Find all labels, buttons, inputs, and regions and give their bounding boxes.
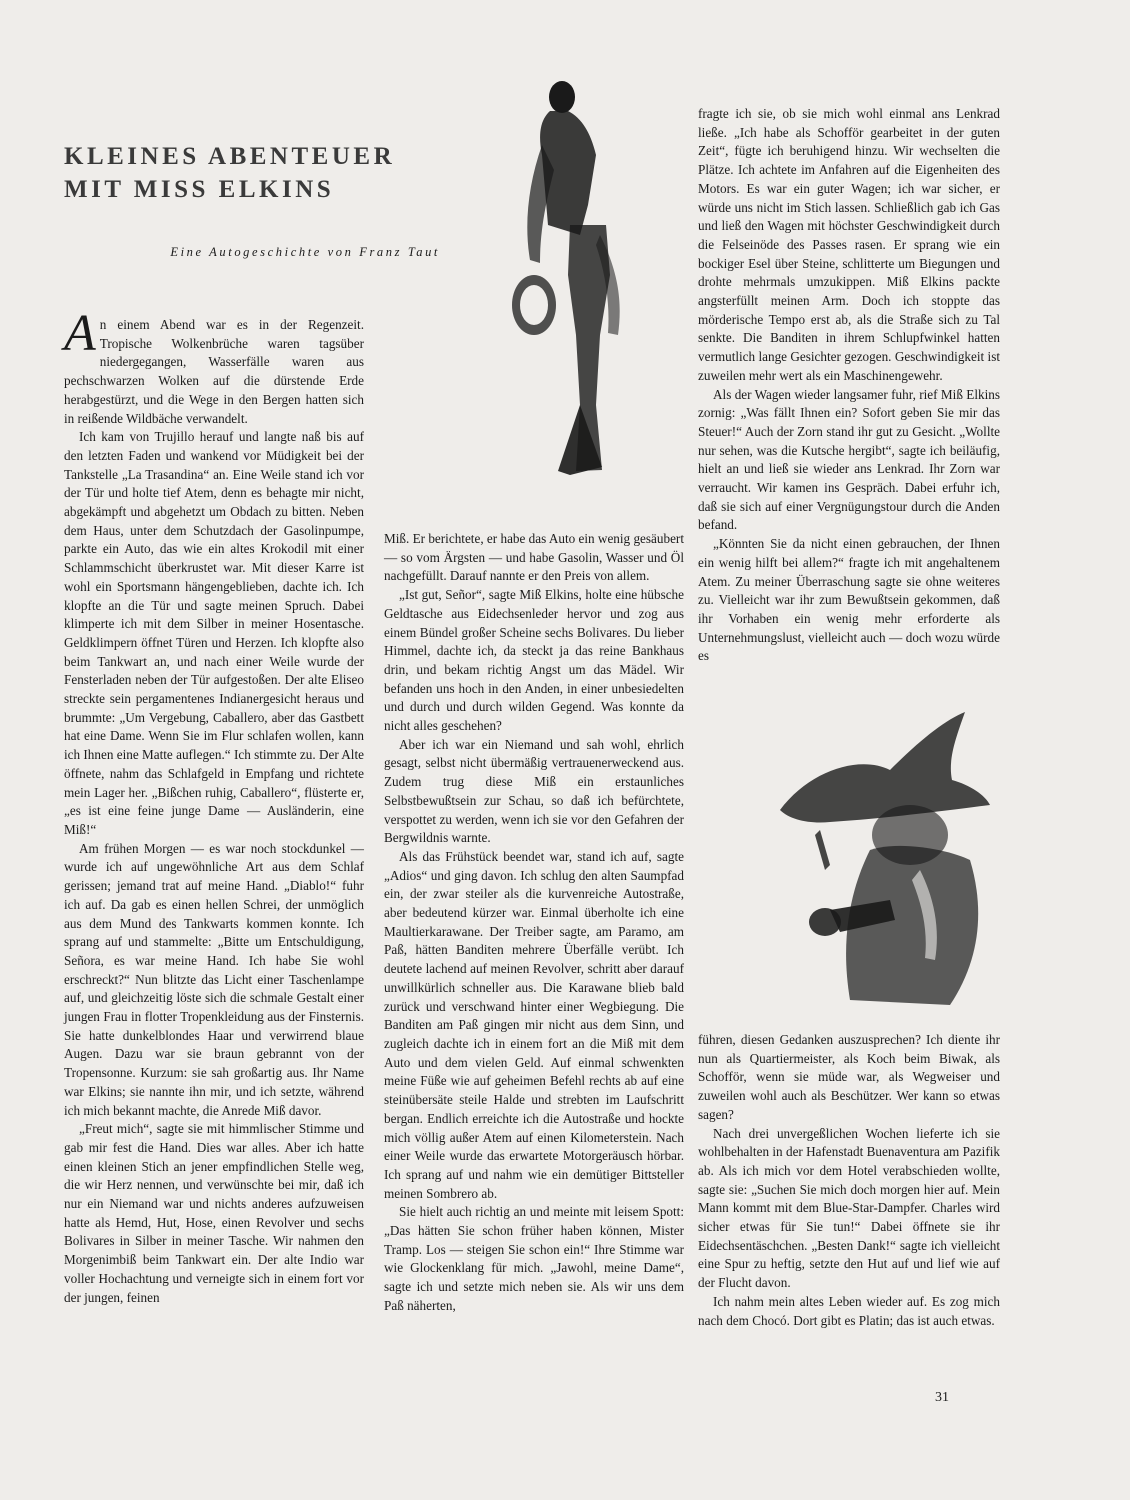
article-paragraph: Ich kam von Trujillo herauf und langte naß bis auf den letzten Faden und wankend vor Müdigkeit bei der Tankstelle „La Trasandina“ an. Eine Weile stand ich vor der Tür und holte tief Atem, denn es behagte mir nicht, abgekämpft und abgehetzt um Obdach zu bitten. Neben dem Haus, unter dem Schutzdach der Gasolinpumpe, parkte ein Auto, das wie ein altes Krokodil mit einer Schlammschicht überkrustet war. Mit dieser Karre ist wohl ein Sportsmann hängengeblieben, dachte ich. Ich klopfte an die Tür und sagte meinen Spruch. Dabei klimperte ich mit dem Silber in meiner Hosentasche. Geldklimpern öffnet Türen und Herzen. Ich klopfte also beim Tankwart an, und nach einer Weile wurde der Fensterladen neben der Tür aufgestoßen. Der alte Eliseo streckte sein pergamentenes Indianergesicht heraus und brummte: „Um Vergebung, Caballero, aber das Gastbett hat eine Dame. Wenn Sie im Flur schlafen wollen, kann ich Ihnen eine Matte auflegen.“ Ich stimmte zu. Der Alte öffnete, nahm das Schlafgeld in Empfang und richtete mein Lager her. „Bißchen ruhig, Caballero“, flüsterte er, „es ist eine feine junge Dame — Ausländerin, eine Miß!“ <box>64 429 364 837</box>
article-column-3-top <box>698 105 1000 666</box>
article-title-line-1: KLEINES ABENTEUER <box>64 143 396 170</box>
article-paragraph: fragte ich sie, ob sie mich wohl einmal ans Lenkrad ließe. „Ich habe als Schofför gearbeitet in der guten Zeit“, fügte ich beruhigend hinzu. Wir wechselten die Plätze. Ich achtete im Anfahren auf die Eigenheiten des Motors. Es war ein guter Wagen; ich war sicher, er würde uns nicht im Stich lassen. Schließlich gab ich Gas und ließ den Wagen mit höchster Geschwindigkeit durch die Felseinöde des Passes rasen. Er sprang wie ein bockiger Esel über Steine, schlitterte um Biegungen und drohte mehrmals umzukippen. Miß Elkins packte angsterfüllt meinen Arm. Doch ich stoppte das mörderische Tempo erst ab, als die Straße sich zu Tal senkte. Die Banditen in ihrem Schlupfwinkel hatten vermutlich lange Gesichter gezogen. Geschwindigkeit ist zuweilen mehr wert als ein Maschinengewehr. <box>698 106 1000 383</box>
article-column-3-bottom <box>698 1031 1000 1330</box>
article-column-1 <box>64 305 364 1307</box>
article-paragraph: führen, diesen Gedanken auszusprechen? Ich diente ihr nun als Quartiermeister, als Koch beim Biwak, als Schofför, wenn sie müde war, als Wegweiser und zuweilen wohl auch als Beschützer. Wer kann so etwas sagen? <box>698 1032 1000 1122</box>
article-paragraph: Als der Wagen wieder langsamer fuhr, rief Miß Elkins zornig: „Was fällt Ihnen ein? Sofort geben Sie mir das Steuer!“ Auch der Zorn stand ihr gut zu Gesicht. „Wollte nur sehen, was die Kutsche hergibt“, sagte ich beiläufig, hielt an und ließ sie wieder ans Lenkrad. Ihr Zorn war verraucht. Wir kamen ins Gespräch. Dabei erfuhr ich, daß sie sich auf einer Vergnügungstour durch die Anden befand. <box>698 386 1000 533</box>
page-number: 31 <box>935 1390 949 1405</box>
drop-cap: A <box>64 305 96 362</box>
article-title <box>64 140 424 206</box>
article-paragraph: Miß. Er berichtete, er habe das Auto ein wenig gesäubert — so vom Ärgsten — und habe Gasolin, Wasser und Öl nachgefüllt. Darauf nannte er den Preis von allem. <box>384 531 684 584</box>
article-paragraph: „Freut mich“, sagte sie mit himmlischer Stimme und gab mir fest die Hand. Dies war alles. Aber ich hatte einen kleinen Stich an jener empfindlichen Stelle weg, die wir Herz nennen, und verwünschte bei mir, daß ich nur ein Niemand war und nichts anderes aufzuweisen hatte als Hemd, Hut, Hose, einen Revolver und sechs Bolivares in Silber in meiner Tasche. Wir nahmen den Morgenimbiß beim Tankwart ein. Der alte Indio war voller Hochachtung und verneigte sich in einem fort vor der jungen, feinen <box>64 1121 364 1305</box>
article-paragraph: Aber ich war ein Niemand und sah wohl, ehrlich gesagt, selbst nicht übermäßig vertrauenerweckend aus. Zudem trug diese Miß ein erstaunliches Selbstbewußtsein zur Schau, so daß ich befürchtete, verspottet zu werden, wenn ich sie vor den Gefahren der Bergwildnis warnte. <box>384 736 684 846</box>
article-title-line-2: MIT MISS ELKINS <box>64 176 335 203</box>
paragraph-text: n einem Abend war es in der Regenzeit. Tropische Wolkenbrüche waren tagsüber niedergegangen, Wasserfälle waren aus pechschwarzen Wolken auf die dürstende Erde herabgestürzt, und die Wege in den Bergen hatten sich in reißende Wildbäche verwandelt. <box>64 317 364 426</box>
article-paragraph: Nach drei unvergeßlichen Wochen lieferte ich sie wohlbehalten in der Hafenstadt Buenaventura am Pazifik ab. Als ich mich vor dem Hotel verabschieden wollte, sagte sie: „Suchen Sie mich doch morgen hier auf. Mein Mann kommt mit dem Blue-Star-Dampfer. Charles wird sicher etwas für Sie tun!“ Dabei öffnete sie ihr Eidechsentäschchen. „Besten Dank!“ sagte ich vielleicht eine Spur zu heftig, setzte den Hut auf und lief wie auf der Flucht davon. <box>698 1125 1000 1291</box>
article-paragraph: Am frühen Morgen — es war noch stockdunkel — wurde ich auf ungewöhnliche Art aus dem Schlaf gerissen; jemand trat auf meine Hand. „Diablo!“ fuhr ich auf. Da gab es einen hellen Schrei, der unmöglich aus dem Mund des Tankwarts kommen konnte. Ich sprang auf und stammelte: „Bitte um Entschuldigung, Señora, es war meine Hand. Ich habe Sie wohl erschreckt?“ Nun blitzte das Licht einer Taschenlampe auf, und gleichzeitig löste sich die schmale Gestalt einer jungen Frau in flotter Tropenkleidung aus der Finsternis. Sie hatte dunkelblondes Haar und verwirrend blaue Augen. Dazu war sie braun gebrannt von der Tropensonne. Kurzum: sie sah großartig aus. Ihr Name war Elkins; sie nannte ihn mir, und ich setzte, während ich mich bekannt machte, die Anrede Miß davor. <box>64 840 364 1118</box>
illustration-man-with-hat <box>510 75 670 485</box>
article-paragraph: Sie hielt auch richtig an und meinte mit leisem Spott: „Das hätten Sie schon früher haben können, Mister Tramp. Los — steigen Sie schon ein!“ Ihre Stimme war wie Glockenklang für mich. „Jawohl, meine Dame“, sagte ich und setzte mich neben sie. Als wir uns dem Paß näherten, <box>384 1204 684 1313</box>
article-paragraph: Als das Frühstück beendet war, stand ich auf, sagte „Adios“ und ging davon. Ich schlug den alten Saumpfad ein, der zwar steiler als die kurvenreiche Autostraße, aber bedeutend kürzer war. Einmal überholte ich eine Maultierkarawane. Der Treiber sagte, am Paramo, am Paß, hätten Banditen mehrere Überfälle verübt. Ich deutete lachend auf meinen Revolver, schritt aber darauf unwillkürlich schneller aus. Die Karawane blieb bald zurück und verschwand hinter einer Wegbiegung. Die Banditen am Paß gingen mir nicht aus dem Sinn, und zugleich dachte ich in einem fort an die Miß mit dem Auto und dem vielen Geld. Auf einmal schwenkten meine Füße wie auf geheimen Befehl rechts ab auf eine steinübersäte steile Halde und strebten im Laufschritt bergan. Endlich erreichte ich die Autostraße und hockte mich völlig außer Atem auf einen Kilometerstein. Nach einer Weile wurde das erwartete Motorgeräusch hörbar. Ich sprang auf und nahm wie ein demütiger Bittsteller meinen Sombrero ab. <box>384 848 684 1201</box>
article-paragraph: „Ist gut, Señor“, sagte Miß Elkins, holte eine hübsche Geldtasche aus Eidechsenleder hervor und zog aus einem Bündel großer Scheine sechs Bolivares. Du lieber Himmel, dachte ich, da steckt ja das reine Bankhaus drin, und bekam richtig Angst um das Mädel. Wir befanden uns hoch in den Anden, in einer unbesiedelten und durch und durch wilden Gegend. Was konnte da nicht alles geschehen? <box>384 587 684 734</box>
article-paragraph: „Könnten Sie da nicht einen gebrauchen, der Ihnen ein wenig hilft bei allem?“ fragte ich mit angehaltenem Atem. Zu meiner Überraschung sagte sie ohne weiteres zu. Vielleicht war ihr zum Bewußtsein gekommen, daß ihr Vorhaben ein wenig mehr erforderte als Unternehmungslust, vielleicht auch — doch wozu würde es <box>698 536 1000 664</box>
article-paragraph: Ich nahm mein altes Leben wieder auf. Es zog mich nach dem Chocó. Dort gibt es Platin; das ist auch etwas. <box>698 1293 1000 1328</box>
article-byline: Eine Autogeschichte von Franz Taut <box>170 245 440 259</box>
illustration-man-with-sombrero <box>770 700 1010 1015</box>
article-column-2 <box>384 530 684 1316</box>
article-paragraph <box>64 305 364 428</box>
